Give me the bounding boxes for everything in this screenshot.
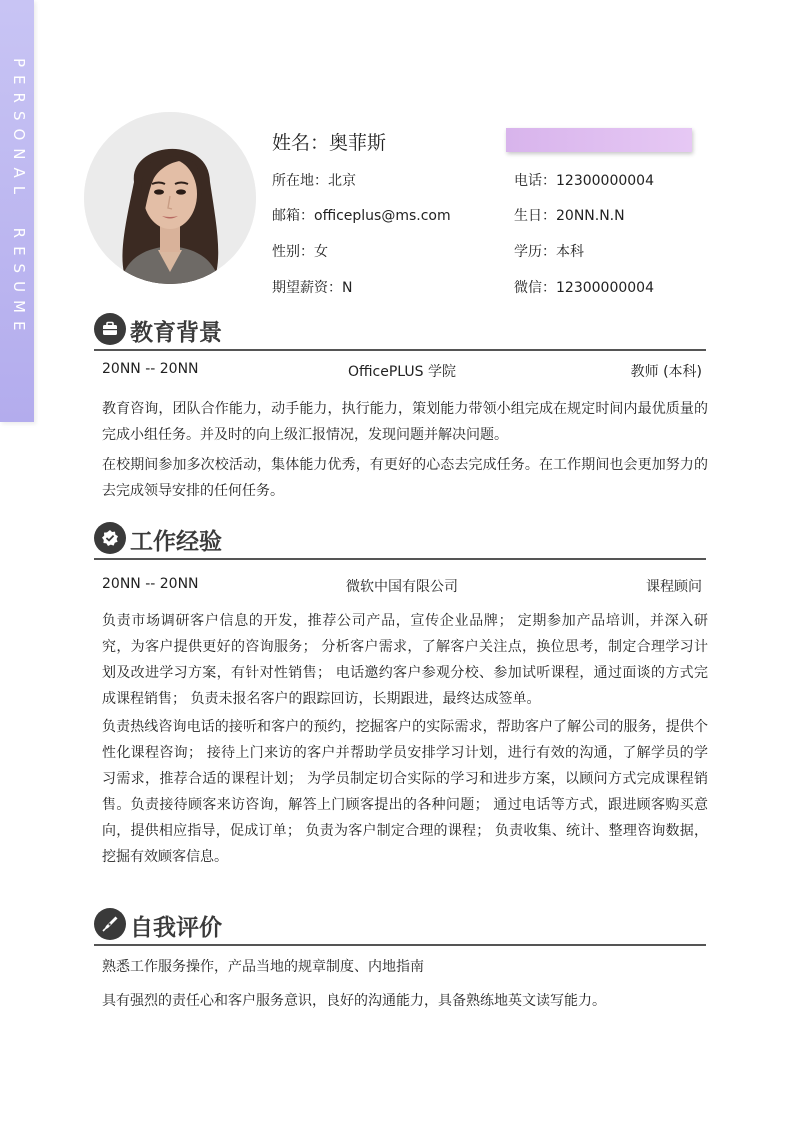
education-paragraph-1: 教育咨询，团队合作能力，动手能力，执行能力，策划能力带领小组完成在规定时间内最优质量的完成小组任务。并及时的向上级汇报情况，发现问题并解决问题。 — [102, 401, 708, 443]
info-salary: 期望薪资：N — [272, 280, 353, 296]
info-gender: 性别：女 — [272, 244, 328, 260]
education-school: OfficePLUS 学院 — [348, 364, 456, 380]
profile-name: 姓名：奥菲斯 — [272, 132, 387, 154]
info-location: 所在地：北京 — [272, 173, 356, 189]
info-wechat: 微信：12300000004 — [514, 280, 654, 296]
side-tab-text: PERSONAL RESUME — [10, 58, 28, 339]
work-row — [102, 576, 702, 596]
education-divider — [94, 349, 706, 351]
self-eval-line-1: 熟悉工作服务操作，产品当地的规章制度、内地指南 — [102, 959, 424, 975]
self-eval-line-2: 具有强烈的责任心和客户服务意识，良好的沟通能力，具备熟练地英文读写能力。 — [102, 993, 606, 1009]
pen-nib-icon — [101, 915, 119, 933]
work-company: 微软中国有限公司 — [346, 579, 458, 595]
badge-check-icon — [101, 529, 119, 547]
portrait-image — [84, 112, 256, 284]
self-eval-section-icon — [94, 908, 126, 940]
info-birthday: 生日：20NN.N.N — [514, 208, 625, 224]
info-education-level: 学历：本科 — [514, 244, 584, 260]
education-section-icon — [94, 313, 126, 345]
info-phone: 电话：12300000004 — [514, 173, 654, 189]
education-row — [102, 361, 702, 381]
side-tab — [0, 0, 34, 422]
name-accent-bar — [506, 128, 692, 152]
education-paragraph-2: 在校期间参加多次校活动，集体能力优秀，有更好的心态去完成任务。在工作期间也会更加努力的去完成领导安排的任何任务。 — [102, 457, 708, 499]
work-divider — [94, 558, 706, 560]
education-section-title: 教育背景 — [130, 320, 222, 346]
self-eval-section-title: 自我评价 — [130, 915, 222, 941]
briefcase-icon — [101, 320, 119, 338]
profile-photo — [84, 112, 256, 284]
info-email: 邮箱：officeplus@ms.com — [272, 208, 451, 224]
education-degree: 教师 (本科) — [630, 364, 702, 380]
work-paragraph-2: 负责热线咨询电话的接听和客户的预约，挖掘客户的实际需求，帮助客户了解公司的服务，提供个性化课程咨询； 接待上门来访的客户并帮助学员安排学习计划，进行有效的沟通，了解学员的学习需求，推荐合适的课程计划； 为学员制定切合实际的学习和进步方案，以顾问方式完成课程销售。负责接待顾客来访咨询，解答上门顾客提出的各种问题； 通过电话等方式，跟进顾客购买意向，提供相应指导，促成订单； 负责为客户制定合理的课程； 负责收集、统计、整理咨询数据，挖掘有效顾客信息。 — [102, 719, 708, 865]
work-position: 课程顾问 — [646, 579, 702, 595]
self-eval-divider — [94, 944, 706, 946]
work-period: 20NN -- 20NN — [102, 576, 199, 592]
education-period: 20NN -- 20NN — [102, 361, 199, 377]
work-paragraph-1: 负责市场调研客户信息的开发，推荐公司产品，宣传企业品牌； 定期参加产品培训，并深入研究，为客户提供更好的咨询服务； 分析客户需求，了解客户关注点，换位思考，制定合理学习计划及改进学习方案，有针对性销售； 电话邀约客户参观分校、参加试听课程，通过面谈的方式完成课程销售； 负责未报名客户的跟踪回访，长期跟进，最终达成签单。 — [102, 613, 708, 707]
work-section-icon — [94, 522, 126, 554]
work-section-title: 工作经验 — [130, 529, 222, 555]
